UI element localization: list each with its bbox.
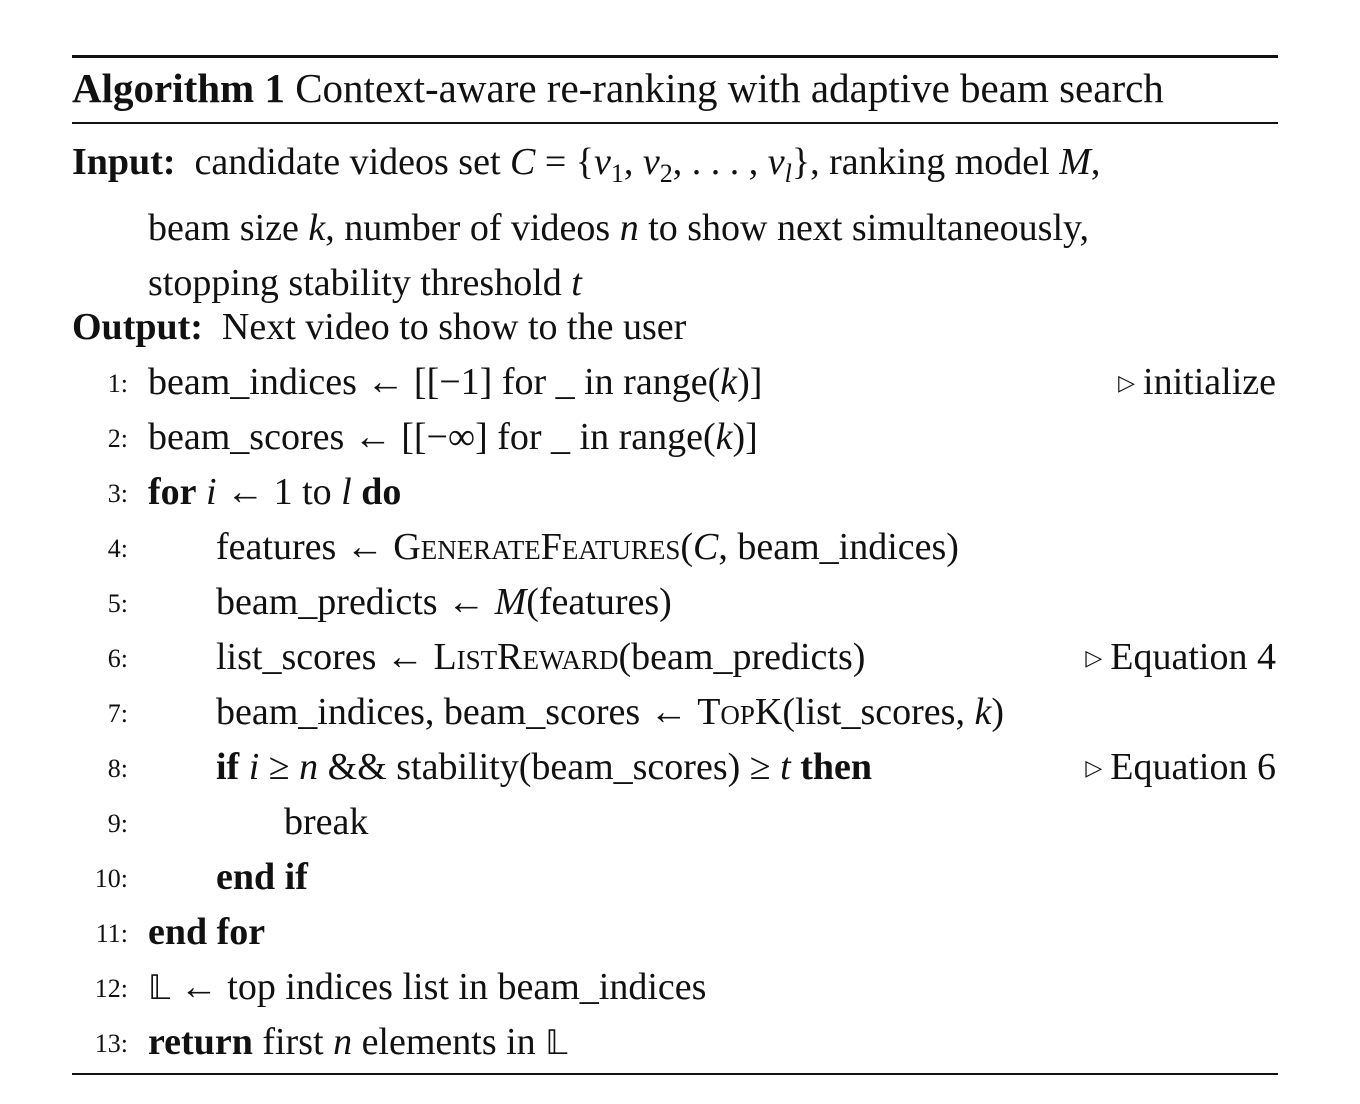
step-comment: ▷ initialize [1118, 361, 1276, 403]
step-11 [72, 905, 1278, 960]
step-code: 𝕃 ← top indices list in beam_indices [148, 966, 707, 1008]
line-number: 5: [107, 589, 128, 618]
line-number: 3: [107, 479, 128, 508]
comment-triangle-icon: ▷ [1085, 645, 1103, 670]
line-number: 2: [107, 424, 128, 453]
output-block [72, 300, 1282, 355]
input-line-3: stopping stability threshold t [148, 262, 582, 304]
step-7 [72, 685, 1278, 740]
step-6 [72, 630, 1278, 685]
input-line-1 [72, 135, 1282, 201]
line-number: 6: [107, 644, 128, 673]
input-text-1: candidate videos set $C = \{v_1$, $v_2$, . . . , $v_l$}, ranking model M, [194, 141, 1101, 188]
step-13 [72, 1015, 1278, 1070]
step-5 [72, 575, 1278, 630]
step-code: features ← GenerateFeatures(C, beam_indices) [216, 526, 959, 568]
step-1 [72, 355, 1278, 410]
line-number: 13: [94, 1029, 128, 1058]
step-3 [72, 465, 1278, 520]
step-code: beam_indices ← [[−1] for _ in range(k)] [148, 361, 763, 403]
step-12 [72, 960, 1278, 1015]
step-comment: ▷ Equation 4 [1085, 636, 1276, 678]
step-code: beam_predicts ← M(features) [216, 581, 672, 623]
comment-triangle-icon: ▷ [1118, 370, 1136, 395]
step-comment: ▷ Equation 6 [1085, 746, 1276, 788]
top-rule [72, 55, 1278, 58]
line-number: 4: [107, 534, 128, 563]
step-4 [72, 520, 1278, 575]
line-number: 1: [107, 369, 128, 398]
step-2 [72, 410, 1278, 465]
step-code: beam_scores ← [[−∞] for _ in range(k)] [148, 416, 758, 458]
input-block [72, 135, 1282, 311]
line-number: 10: [94, 864, 128, 893]
input-label: Input: [72, 141, 176, 183]
output-line [72, 300, 1282, 355]
comment-triangle-icon: ▷ [1085, 755, 1103, 780]
input-line-2: beam size k, number of videos n to show next simultaneously, [148, 207, 1090, 249]
step-code: list_scores ← ListReward(beam_predicts) [216, 636, 866, 678]
algorithm-caption [72, 62, 1278, 114]
step-code: if i ≥ n && stability(beam_scores) ≥ t then [216, 746, 872, 788]
step-code: for i ← 1 to l do [148, 471, 402, 513]
line-number: 9: [107, 809, 128, 838]
line-number: 11: [95, 919, 128, 948]
line-number: 7: [107, 699, 128, 728]
step-code: end for [148, 911, 266, 953]
output-text: Next video to show to the user [221, 306, 687, 348]
step-9 [72, 795, 1278, 850]
caption-rule [72, 122, 1278, 124]
step-code: beam_indices, beam_scores ← TopK(list_scores, k) [216, 691, 1004, 733]
step-10 [72, 850, 1278, 905]
step-code: end if [216, 856, 308, 898]
bottom-rule [72, 1073, 1278, 1075]
line-number: 12: [94, 974, 128, 1003]
algorithm-label: Algorithm 1 [72, 65, 285, 111]
step-8 [72, 740, 1278, 795]
line-number: 8: [107, 754, 128, 783]
output-label: Output: [72, 306, 203, 348]
step-code: return first n elements in 𝕃 [148, 1021, 568, 1063]
algorithm-title: Context-aware re-ranking with adaptive beam search [295, 65, 1164, 111]
step-code: break [284, 801, 369, 843]
